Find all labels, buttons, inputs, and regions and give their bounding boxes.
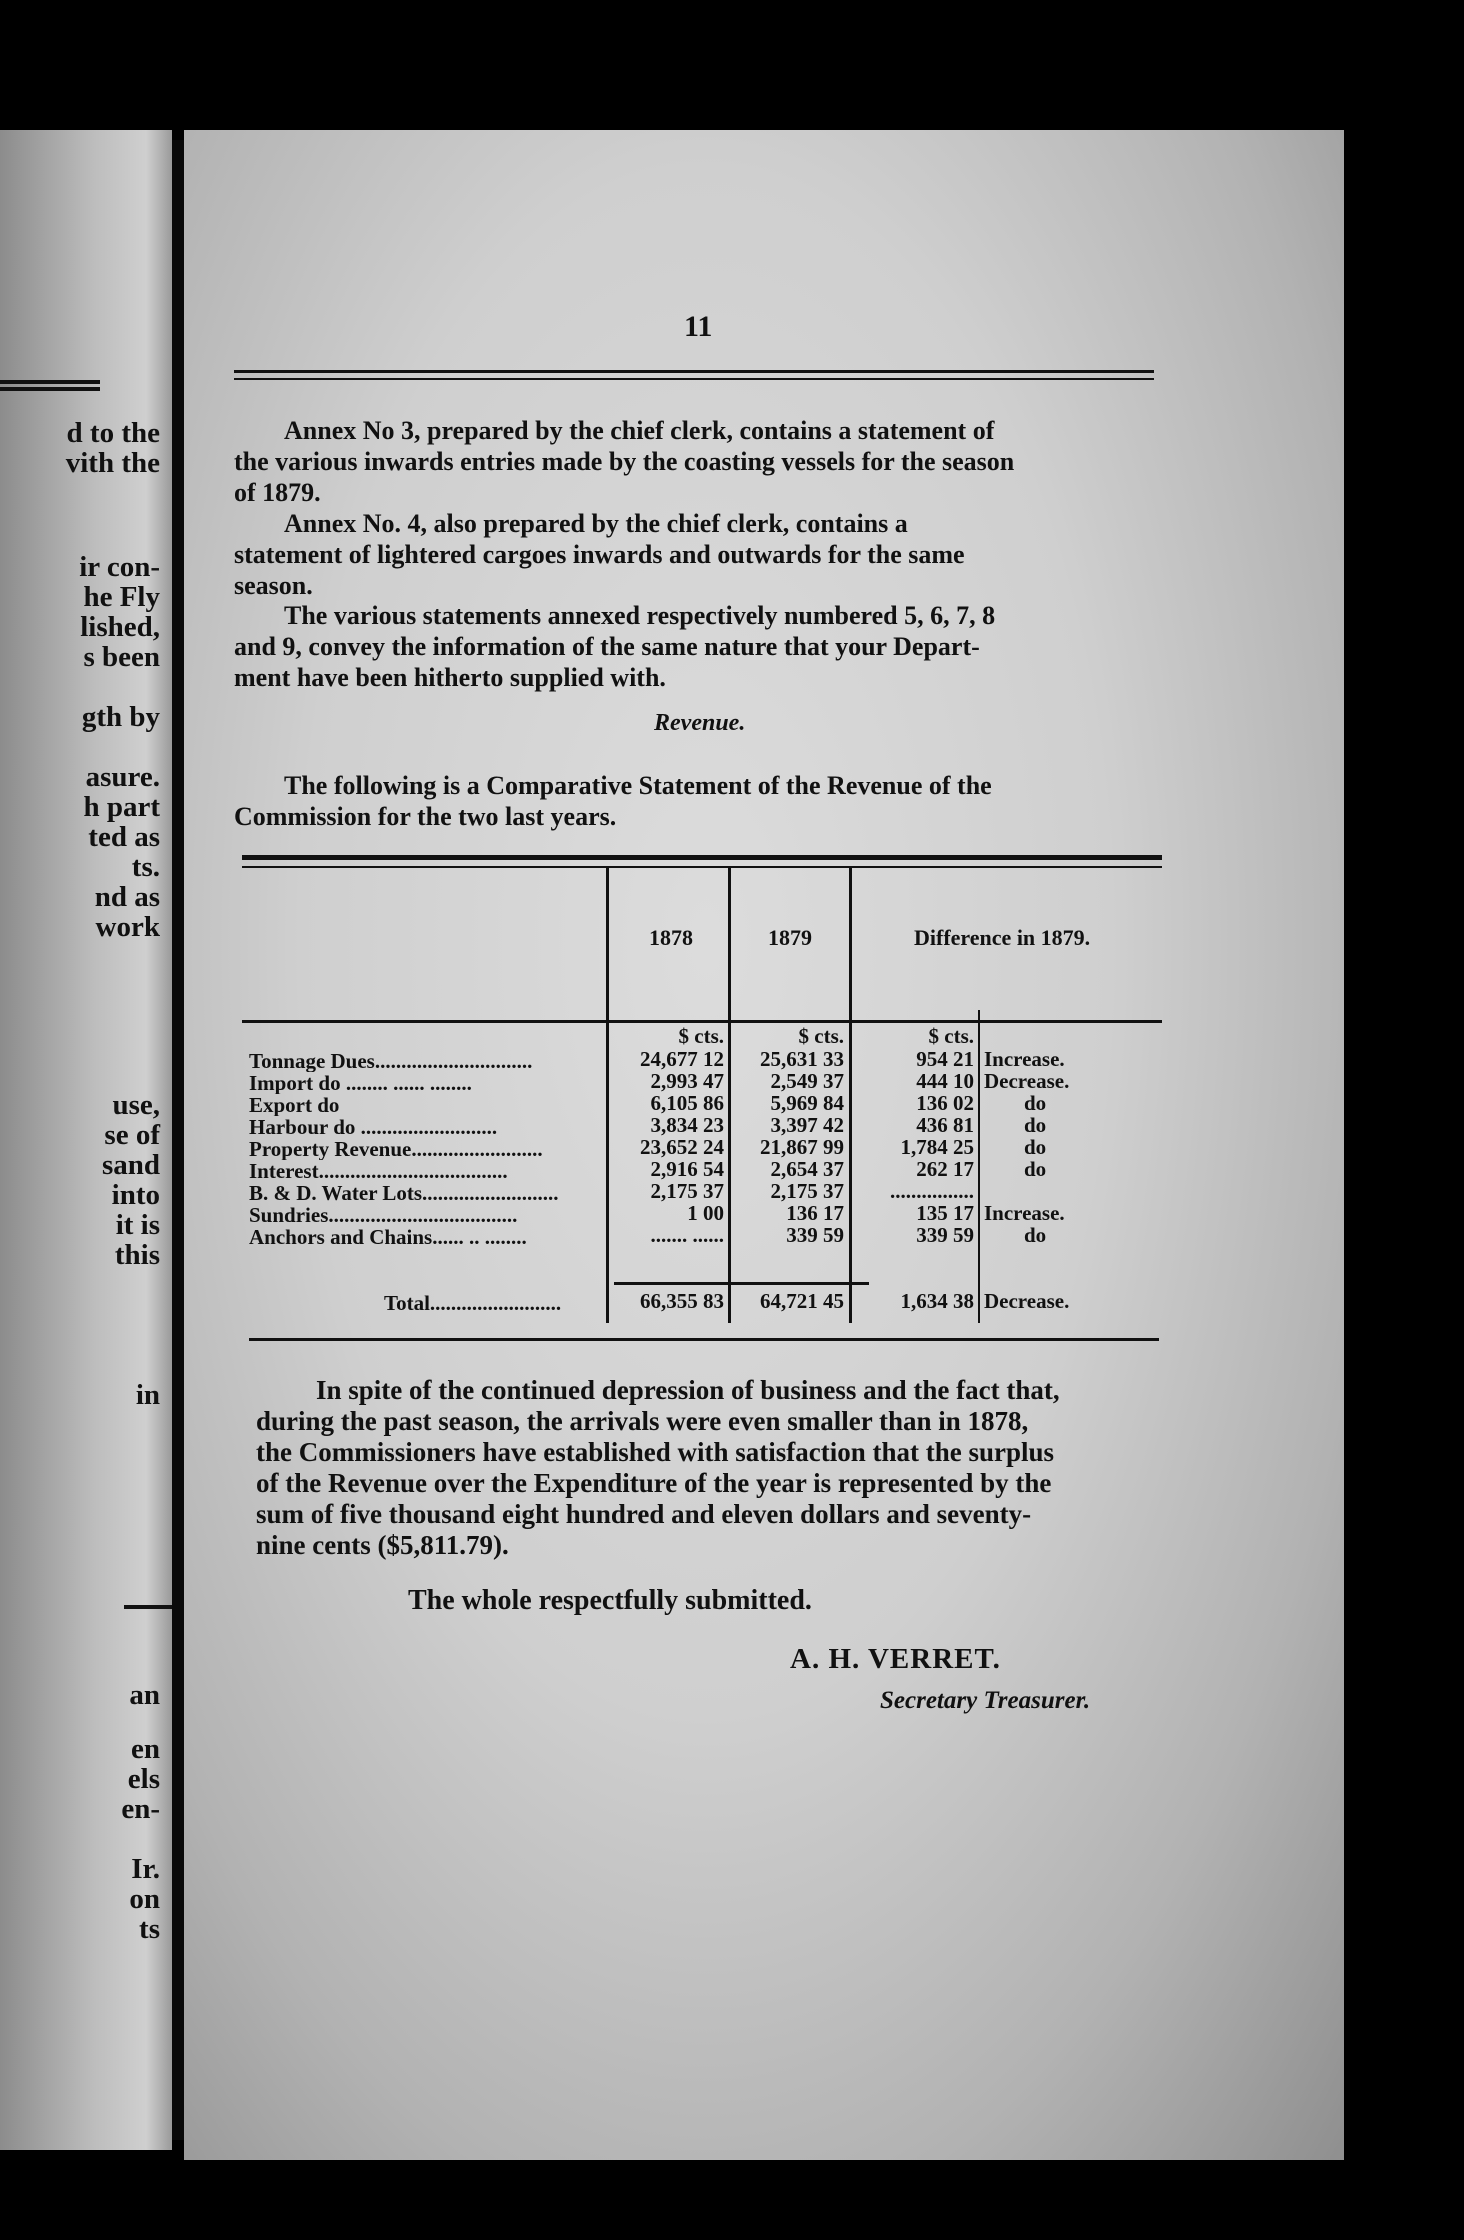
paragraph-surplus bbox=[256, 1375, 1168, 1561]
cell-1878: 23,652 24 bbox=[640, 1135, 724, 1159]
cell-note: do bbox=[1024, 1135, 1047, 1159]
left-fragment: he Fly bbox=[83, 581, 160, 613]
row-label: Import do ........ ...... ........ bbox=[249, 1072, 472, 1094]
cell-diff: 954 21 bbox=[916, 1047, 974, 1071]
cell-note: do bbox=[1024, 1113, 1047, 1137]
cell-1879: 2,654 37 bbox=[770, 1157, 844, 1181]
text-line: ment have been hitherto supplied with. bbox=[234, 663, 666, 692]
cell-1878: 2,916 54 bbox=[650, 1157, 724, 1181]
cell-1879: 136 17 bbox=[786, 1201, 844, 1225]
row-label: Interest.................................... bbox=[249, 1160, 508, 1182]
text-line: the Commissioners have established with satisfaction that the surplus bbox=[256, 1437, 1055, 1467]
paragraph-annex-3 bbox=[234, 415, 1159, 508]
text-line: of 1879. bbox=[234, 478, 321, 507]
text-line: and 9, convey the information of the same nature that your Depart- bbox=[234, 632, 980, 661]
page-gutter bbox=[172, 140, 184, 2140]
text-line: of the Revenue over the Expenditure of the year is represented by the bbox=[256, 1468, 1052, 1498]
left-fragment: ir con- bbox=[79, 551, 160, 583]
left-fragment: use, bbox=[112, 1089, 160, 1121]
text-line: nine cents ($5,811.79). bbox=[256, 1530, 509, 1560]
cell-1878: 24,677 12 bbox=[640, 1047, 724, 1071]
left-fragment: sand bbox=[101, 1149, 160, 1181]
left-fragment: nd as bbox=[94, 881, 160, 913]
cell-diff: 136 02 bbox=[916, 1091, 974, 1115]
left-rule bbox=[0, 387, 100, 391]
table-col-divider bbox=[849, 868, 852, 1323]
row-label: Export do bbox=[249, 1094, 340, 1116]
text-line: Annex No 3, prepared by the chief clerk, contains a statement of bbox=[284, 416, 995, 445]
cell-note: do bbox=[1024, 1157, 1047, 1181]
row-label: Anchors and Chains...... .. ........ bbox=[249, 1226, 527, 1248]
text-line: statement of lightered cargoes inwards and outwards for the same bbox=[234, 540, 965, 569]
left-fragment: els bbox=[127, 1763, 160, 1795]
row-label: Sundries.................................... bbox=[249, 1204, 518, 1226]
left-fragment: this bbox=[114, 1239, 160, 1271]
paragraph-comparative bbox=[234, 770, 1159, 832]
left-fragment: vith the bbox=[65, 447, 160, 479]
left-fragment: en bbox=[131, 1733, 160, 1765]
paragraph-annex-4 bbox=[234, 508, 1159, 601]
left-fragment: asure. bbox=[85, 761, 160, 793]
text-line: The following is a Comparative Statement of the Revenue of the bbox=[284, 771, 992, 800]
signature-title: Secretary Treasurer. bbox=[880, 1687, 1091, 1714]
left-fragment: s been bbox=[83, 641, 160, 673]
left-fragment: work bbox=[95, 911, 160, 943]
left-rule bbox=[124, 1605, 172, 1609]
left-fragment: it is bbox=[115, 1209, 160, 1241]
header-rule bbox=[234, 370, 1154, 373]
text-line: season. bbox=[234, 571, 313, 600]
cell-diff: 444 10 bbox=[916, 1069, 974, 1093]
left-fragment: into bbox=[111, 1179, 160, 1211]
cell-1879: 5,969 84 bbox=[770, 1091, 844, 1115]
cell-diff: ................ bbox=[890, 1179, 974, 1203]
cell-1879: 2,175 37 bbox=[770, 1179, 844, 1203]
row-label: B. & D. Water Lots.......................... bbox=[249, 1182, 559, 1204]
left-rule bbox=[0, 380, 100, 384]
closing-line: The whole respectfully submitted. bbox=[408, 1585, 812, 1616]
text-line: The various statements annexed respectively numbered 5, 6, 7, 8 bbox=[284, 601, 996, 630]
left-fragment: h part bbox=[83, 791, 160, 823]
cell-1878: ....... ...... bbox=[650, 1223, 724, 1247]
cell-1879: 2,549 37 bbox=[770, 1069, 844, 1093]
left-fragment: ts. bbox=[131, 851, 160, 883]
header-rule bbox=[234, 378, 1154, 380]
cell-1879: 3,397 42 bbox=[770, 1113, 844, 1137]
total-label: Total......................... bbox=[384, 1292, 562, 1314]
document-page bbox=[184, 130, 1344, 2160]
unit-label: $ cts. bbox=[798, 1024, 844, 1048]
text-line: Annex No. 4, also prepared by the chief clerk, contains a bbox=[284, 509, 908, 538]
cell-1878: 1 00 bbox=[687, 1201, 724, 1225]
cell-note: Decrease. bbox=[984, 1069, 1070, 1093]
cell-diff: 1,784 25 bbox=[900, 1135, 974, 1159]
left-facing-page bbox=[0, 130, 172, 2150]
table-top-rule bbox=[242, 855, 1162, 860]
col-header-1878: 1878 bbox=[649, 925, 693, 950]
total-1879: 64,721 45 bbox=[760, 1289, 844, 1313]
text-line: In spite of the continued depression of business and the fact that, bbox=[316, 1375, 1060, 1405]
cell-1878: 2,175 37 bbox=[650, 1179, 724, 1203]
left-fragment: ted as bbox=[88, 821, 160, 853]
total-1878: 66,355 83 bbox=[640, 1289, 724, 1313]
section-heading-revenue: Revenue. bbox=[654, 710, 746, 736]
left-fragment: lished, bbox=[80, 611, 160, 643]
cell-1878: 6,105 86 bbox=[650, 1091, 724, 1115]
row-label: Tonnage Dues.............................. bbox=[249, 1050, 533, 1072]
cell-diff: 262 17 bbox=[916, 1157, 974, 1181]
cell-1878: 2,993 47 bbox=[650, 1069, 724, 1093]
paragraph-statements bbox=[234, 600, 1159, 693]
left-fragment: an bbox=[129, 1679, 160, 1711]
text-line: sum of five thousand eight hundred and eleven dollars and seventy- bbox=[256, 1499, 1032, 1529]
left-fragment: gth by bbox=[81, 701, 160, 733]
cell-1878: 3,834 23 bbox=[650, 1113, 724, 1137]
total-note: Decrease. bbox=[984, 1289, 1070, 1313]
cell-diff: 436 81 bbox=[916, 1113, 974, 1137]
left-fragment: ts bbox=[139, 1913, 160, 1945]
left-fragment: Ir. bbox=[131, 1853, 160, 1885]
left-fragment: se of bbox=[104, 1119, 160, 1151]
col-header-difference: Difference in 1879. bbox=[914, 925, 1091, 950]
cell-1879: 21,867 99 bbox=[760, 1135, 844, 1159]
row-label: Property Revenue......................... bbox=[249, 1138, 543, 1160]
cell-1879: 339 59 bbox=[786, 1223, 844, 1247]
col-header-1879: 1879 bbox=[768, 925, 812, 950]
cell-note: Increase. bbox=[984, 1047, 1065, 1071]
text-line: the various inwards entries made by the coasting vessels for the season bbox=[234, 447, 1015, 476]
cell-1879: 25,631 33 bbox=[760, 1047, 844, 1071]
row-label: Harbour do .......................... bbox=[249, 1116, 498, 1138]
unit-label: $ cts. bbox=[678, 1024, 724, 1048]
table-total-rule bbox=[614, 1282, 869, 1285]
cell-note: do bbox=[1024, 1223, 1047, 1247]
table-col-divider bbox=[978, 1010, 980, 1323]
left-fragment: d to the bbox=[66, 417, 160, 449]
cell-note: Increase. bbox=[984, 1201, 1065, 1225]
text-line: Commission for the two last years. bbox=[234, 802, 617, 831]
cell-diff: 135 17 bbox=[916, 1201, 974, 1225]
text-line: during the past season, the arrivals were even smaller than in 1878, bbox=[256, 1406, 1029, 1436]
cell-note: do bbox=[1024, 1091, 1047, 1115]
table-bottom-rule bbox=[249, 1338, 1159, 1341]
left-fragment: in bbox=[135, 1379, 160, 1411]
left-fragment: on bbox=[129, 1883, 160, 1915]
total-diff: 1,634 38 bbox=[900, 1289, 974, 1313]
unit-label: $ cts. bbox=[928, 1024, 974, 1048]
table-header-rule bbox=[242, 1020, 1162, 1023]
table-top-rule bbox=[242, 866, 1162, 868]
page-number: 11 bbox=[684, 310, 713, 343]
left-fragment: en- bbox=[121, 1793, 160, 1825]
cell-diff: 339 59 bbox=[916, 1223, 974, 1247]
signature: A. H. VERRET. bbox=[790, 1643, 1001, 1675]
